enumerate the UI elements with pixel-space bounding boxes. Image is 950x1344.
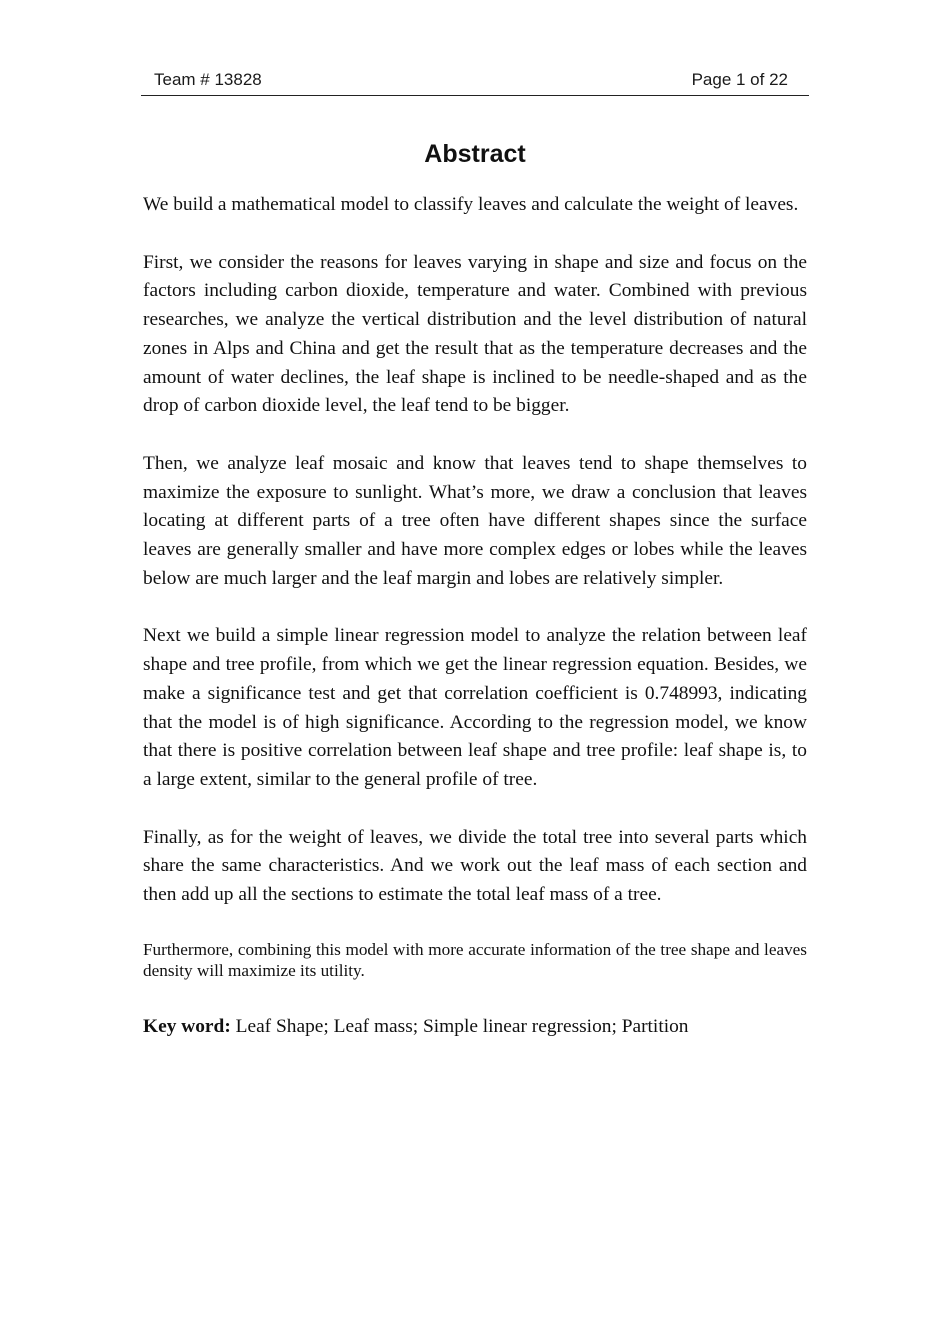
paragraph-furthermore: Furthermore, combining this model with more accurate information of the tree shape and leaves density will maximize its utility.: [143, 939, 807, 980]
keywords-text: Leaf Shape; Leaf mass; Simple linear regression; Partition: [230, 1015, 689, 1037]
paragraph-intro: We build a mathematical model to classify leaves and calculate the weight of leaves.: [143, 194, 799, 215]
keywords-label: Key word:: [143, 1015, 231, 1037]
keywords-line: [143, 1013, 807, 1042]
paragraph-weight: Finally, as for the weight of leaves, we divide the total tree into several parts which share the same characteristics. And we work out the leaf mass of each section and then add up all the sections to estimate the total leaf mass of a tree.: [143, 826, 807, 905]
page-header: [141, 66, 809, 96]
page-number: Page 1 of 22: [691, 70, 788, 89]
abstract-body: [143, 191, 807, 1041]
abstract-title: Abstract: [424, 140, 526, 168]
paragraph-factors: First, we consider the reasons for leaves varying in shape and size and focus on the factors including carbon dioxide, temperature and water. Combined with previous researches, we analyze the vertical distribution and the level distribution of natural zones in Alps and China and get the result that as the temperature decreases and the amount of water declines, the leaf shape is inclined to be needle-shaped and as the drop of carbon dioxide level, the leaf tend to be bigger.: [143, 251, 807, 417]
team-number: Team # 13828: [154, 70, 262, 89]
paragraph-leaf-mosaic: Then, we analyze leaf mosaic and know that leaves tend to shape themselves to maximize the exposure to sunlight. What’s more, we draw a conclusion that leaves locating at different parts of a tree often have different shapes since the surface leaves are generally smaller and have more complex edges or lobes while the leaves below are much larger and the leaf margin and lobes are relatively simpler.: [143, 452, 807, 589]
paragraph-regression: Next we build a simple linear regression model to analyze the relation between leaf shape and tree profile, from which we get the linear regression equation. Besides, we make a significance test and get that correlation coefficient is 0.748993, indicating that the model is of high significance. According to the regression model, we know that there is positive correlation between leaf shape and tree profile: leaf shape is, to a large extent, similar to the general profile of tree.: [143, 625, 807, 790]
